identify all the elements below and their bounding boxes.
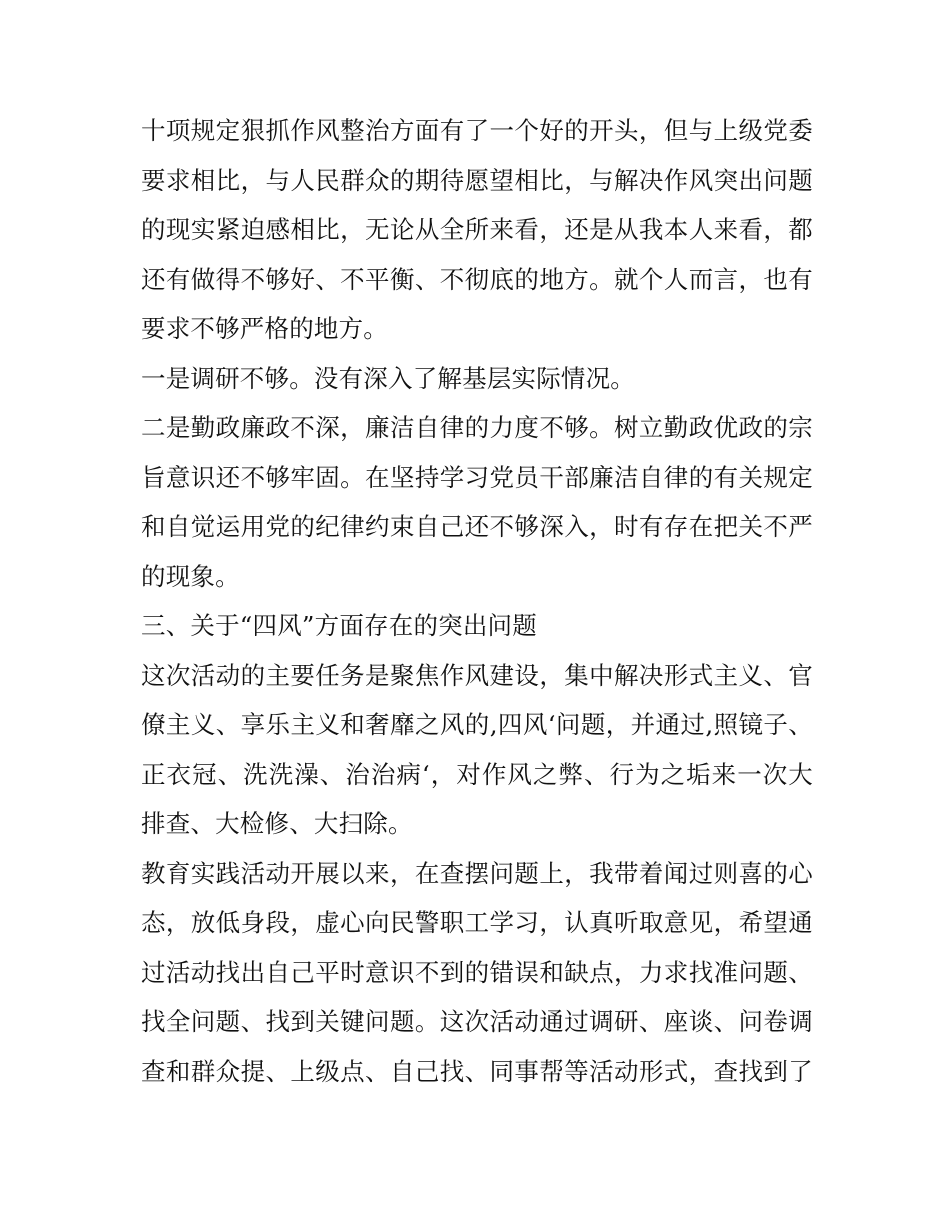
- text-line: 和自觉运用党的纪律约束自己还不够深入，时有存在把关不严: [141, 512, 813, 541]
- text-line: 找全问题、找到关键问题。这次活动通过调研、座谈、问卷调: [141, 1007, 813, 1036]
- text-line: 还有做得不够好、不平衡、不彻底的地方。就个人而言，也有: [141, 264, 813, 294]
- text-line: 要求不够严格的地方。: [141, 314, 388, 343]
- text-line: 一是调研不够。没有深入了解基层实际情况。: [141, 363, 635, 393]
- text-line: 态，放低身段，虚心向民警职工学习，认真听取意见，希望通: [141, 908, 813, 937]
- text-line: 二是勤政廉政不深，廉洁自律的力度不够。树立勤政优政的宗: [141, 413, 813, 442]
- text-line: 教育实践活动开展以来，在查摆问题上，我带着闻过则喜的心: [141, 858, 813, 888]
- text-line: 僚主义、享乐主义和奢靡之风的,四风‘问题，并通过,照镜子、: [141, 710, 813, 739]
- text-line: 过活动找出自己平时意识不到的错误和缺点，力求找准问题、: [141, 957, 813, 987]
- text-line: 查和群众提、上级点、自己找、同事帮等活动形式，查找到了: [141, 1056, 813, 1086]
- text-line: 这次活动的主要任务是聚焦作风建设，集中解决形式主义、官: [141, 660, 813, 690]
- text-line: 旨意识还不够牢固。在坚持学习党员干部廉洁自律的有关规定: [141, 462, 813, 492]
- text-line: 十项规定狠抓作风整治方面有了一个好的开头，但与上级党委: [141, 116, 813, 145]
- section-heading: 三、关于“四风”方面存在的突出问题: [141, 611, 537, 640]
- text-line: 正衣冠、洗洗澡、治治病‘，对作风之弊、行为之垢来一次大: [141, 759, 813, 789]
- document-body: [141, 106, 813, 1096]
- text-line: 排查、大检修、大扫除。: [141, 809, 413, 838]
- text-line: 的现象。: [141, 561, 240, 591]
- text-line: 要求相比，与人民群众的期待愿望相比，与解决作风突出问题: [141, 165, 813, 195]
- text-line: 的现实紧迫感相比，无论从全所来看，还是从我本人来看，都: [141, 215, 813, 244]
